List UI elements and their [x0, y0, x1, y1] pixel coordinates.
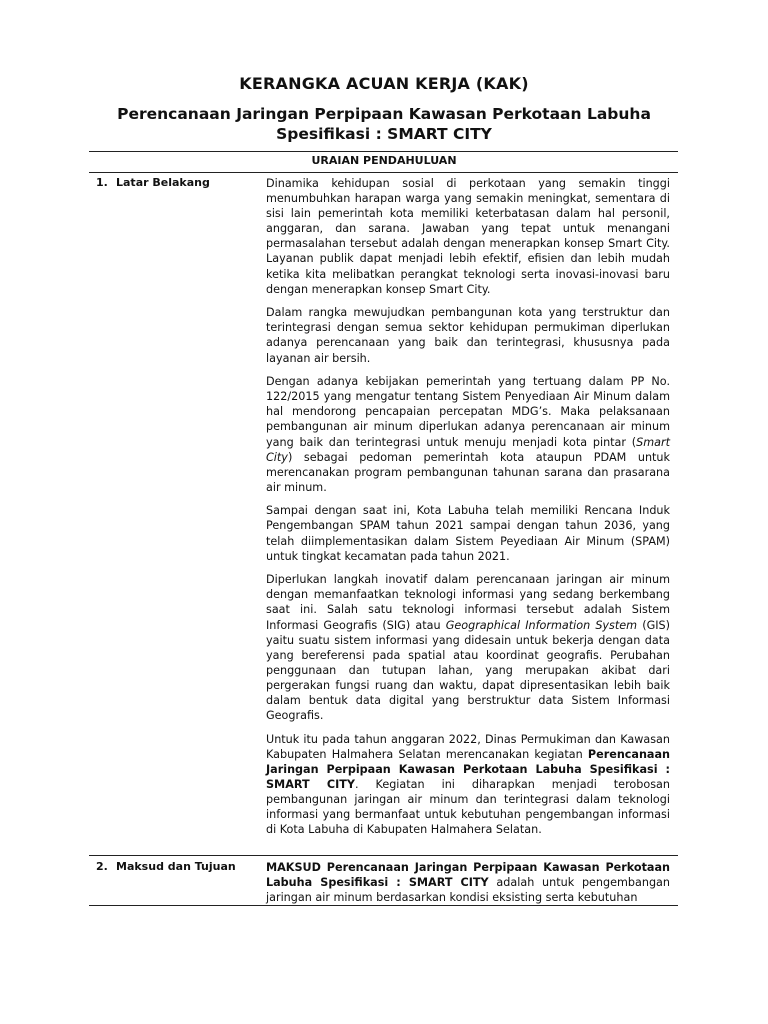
section-heading-rule: [89, 172, 678, 173]
paragraph: Dalam rangka mewujudkan pembangunan kota yang terstruktur dan terintegrasi dengan semua sektor kehidupan permukiman diperlukan adanya perencanaan yang baik dan terintegrasi, khususnya pada layanan air bersih.: [266, 306, 670, 365]
row-label-maksud-tujuan: [96, 860, 236, 873]
document-subtitle: [90, 104, 678, 144]
row-divider-rule: [89, 855, 678, 856]
latar-belakang-body: [266, 176, 670, 846]
subtitle-line-1: Perencanaan Jaringan Perpipaan Kawasan Perkotaan Labuha: [117, 105, 651, 123]
italic-term: Geographical Information System: [445, 618, 638, 632]
bold-term: MAKSUD Perencanaan Jaringan Perpipaan Kawasan Perkotaan Labuha Spesifikasi : SMART CITY: [266, 861, 670, 890]
row-title: Maksud dan Tujuan: [116, 860, 236, 873]
paragraph: Dengan adanya kebijakan pemerintah yang tertuang dalam PP No. 122/2015 yang mengatur tentang Sistem Penyediaan Air Minum dalam hal mendorong pencapaian percepatan MDG’s. Maka pelaksanaan pembangunan air minum diperlukan adanya perencanaan air minum yang baik dan terintegrasi untuk menuju menjadi kota pintar (Smart City) sebagai pedoman pemerintah kota ataupun PDAM untuk merencanakan program pembangunan tahunan sarana dan prasarana air minum.: [266, 375, 670, 494]
document-title: KERANGKA ACUAN KERJA (KAK): [239, 74, 529, 93]
paragraph: MAKSUD Perencanaan Jaringan Perpipaan Kawasan Perkotaan Labuha Spesifikasi : SMART CITY adalah untuk pengembangan jaringan air minum berdasarkan kondisi eksisting serta kebutuhan: [266, 861, 670, 905]
row-number: 1.: [96, 176, 108, 189]
paragraph: Sampai dengan saat ini, Kota Labuha telah memiliki Rencana Induk Pengembangan SPAM tahun 2021 sampai dengan tahun 2036, yang telah diimplementasikan dalam Sistem Peyediaan Air Minum (SPAM) untuk tingkat kecamatan pada tahun 2021.: [266, 504, 670, 563]
table-top-rule: [89, 151, 678, 152]
row-number: 2.: [96, 860, 108, 873]
paragraph: Dinamika kehidupan sosial di perkotaan yang semakin tinggi menumbuhkan harapan warga yang semakin meningkat, sementara di sisi lain pemerintah kota memiliki keterbatasan dalam hal personil, anggaran, dan sarana. Jawaban yang tepat untuk menangani permasalahan tersebut adalah dengan menerapkan konsep Smart City. Layanan publik dapat menjadi lebih efektif, efisien dan lebih mudah ketika kita melibatkan perangkat teknologi serta inovasi-inovasi baru dengan menerapkan konsep Smart City.: [266, 177, 670, 296]
bold-term: Perencanaan Jaringan Perpipaan Kawasan Perkotaan Labuha Spesifikasi : SMART CITY: [266, 747, 670, 791]
paragraph: Diperlukan langkah inovatif dalam perencanaan jaringan air minum dengan memanfaatkan teknologi informasi yang sedang berkembang saat ini. Salah satu teknologi informasi tersebut adalah Sistem Informasi Geografis (SIG) atau Geographical Information System (GIS) yaitu suatu sistem informasi yang didesain untuk bekerja dengan data yang bereferensi pada spatial atau koordinat geografis. Perubahan penggunaan dan tutupan lahan, yang merupakan akibat dari pergerakan fungsi ruang dan waktu, dapat dipresentasikan lebih baik dalam bentuk data digital yang berstruktur data Sistem Informasi Geografis.: [266, 573, 671, 723]
paragraph: Untuk itu pada tahun anggaran 2022, Dinas Permukiman dan Kawasan Kabupaten Halmahera Selatan merencanakan kegiatan Perencanaan Jaringan Perpipaan Kawasan Perkotaan Labuha Spesifikasi : SMART CITY. Kegiatan ini diharapkan menjadi terobosan pembangunan jaringan air minum dan terintegrasi dalam teknologi informasi yang bermanfaat untuk kebutuhan pengembangan informasi di Kota Labuha di Kabupaten Halmahera Selatan.: [266, 732, 670, 837]
table-bottom-rule: [89, 905, 678, 906]
row-title: Latar Belakang: [116, 176, 210, 189]
row-label-latar-belakang: [96, 176, 210, 189]
subtitle-line-2: Spesifikasi : SMART CITY: [276, 125, 492, 143]
italic-term: Smart City: [266, 435, 670, 464]
section-heading: URAIAN PENDAHULUAN: [311, 154, 457, 167]
